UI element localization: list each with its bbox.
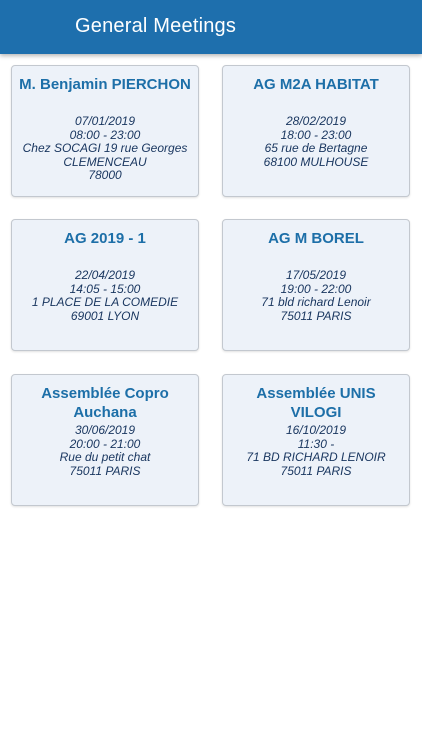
meeting-time: 20:00 - 21:00 <box>69 436 141 451</box>
meeting-time: 19:00 - 22:00 <box>280 281 352 296</box>
meeting-city: 75011 PARIS <box>69 463 141 478</box>
meeting-time: 18:00 - 23:00 <box>280 127 352 142</box>
meeting-card[interactable] <box>11 374 199 506</box>
meeting-details <box>16 115 194 183</box>
meeting-title: AG M BOREL <box>268 230 364 247</box>
meeting-details <box>16 424 194 478</box>
meeting-card[interactable] <box>222 374 410 506</box>
meeting-time: 11:30 - <box>297 436 335 451</box>
meeting-time: 08:00 - 23:00 <box>69 127 141 142</box>
meeting-date: 07/01/2019 <box>74 114 136 128</box>
meeting-city: 75011 PARIS <box>280 463 352 478</box>
meeting-address: Rue du petit chat <box>59 450 151 465</box>
meeting-city: 68100 MULHOUSE <box>263 154 369 169</box>
meeting-title: Assemblée Copro Auchana <box>41 385 169 421</box>
meeting-date: 28/02/2019 <box>285 114 347 128</box>
meeting-time: 14:05 - 15:00 <box>69 281 141 296</box>
meeting-address: 65 rue de Bertagne <box>264 141 368 156</box>
meeting-date: 22/04/2019 <box>74 268 136 282</box>
meeting-address: 71 BD RICHARD LENOIR <box>246 450 386 465</box>
meeting-date: 30/06/2019 <box>74 423 136 437</box>
meeting-card[interactable] <box>222 65 410 197</box>
meeting-details <box>227 269 405 323</box>
meeting-city: 78000 <box>88 168 122 183</box>
meeting-address: 71 bld richard Lenoir <box>261 295 371 310</box>
meeting-title: Assemblée UNIS VILOGI <box>256 385 376 421</box>
meeting-card[interactable] <box>222 219 410 351</box>
meeting-city: 75011 PARIS <box>280 308 352 323</box>
meeting-address: Chez SOCAGI 19 rue Georges CLEMENCEAU <box>22 141 188 169</box>
meeting-title: AG M2A HABITAT <box>253 76 379 93</box>
meeting-title: AG 2019 - 1 <box>64 230 146 247</box>
app-bar <box>0 0 422 54</box>
meeting-details <box>16 269 194 323</box>
meeting-card[interactable] <box>11 219 199 351</box>
meeting-date: 16/10/2019 <box>285 423 347 437</box>
meeting-address: 1 PLACE DE LA COMEDIE <box>31 295 179 310</box>
meeting-card[interactable] <box>11 65 199 197</box>
meeting-details <box>227 424 405 478</box>
meeting-title: M. Benjamin PIERCHON <box>19 76 191 93</box>
meeting-city: 69001 LYON <box>70 308 140 323</box>
meeting-details <box>227 115 405 169</box>
meeting-date: 17/05/2019 <box>285 268 347 282</box>
page-title: General Meetings <box>75 15 237 37</box>
